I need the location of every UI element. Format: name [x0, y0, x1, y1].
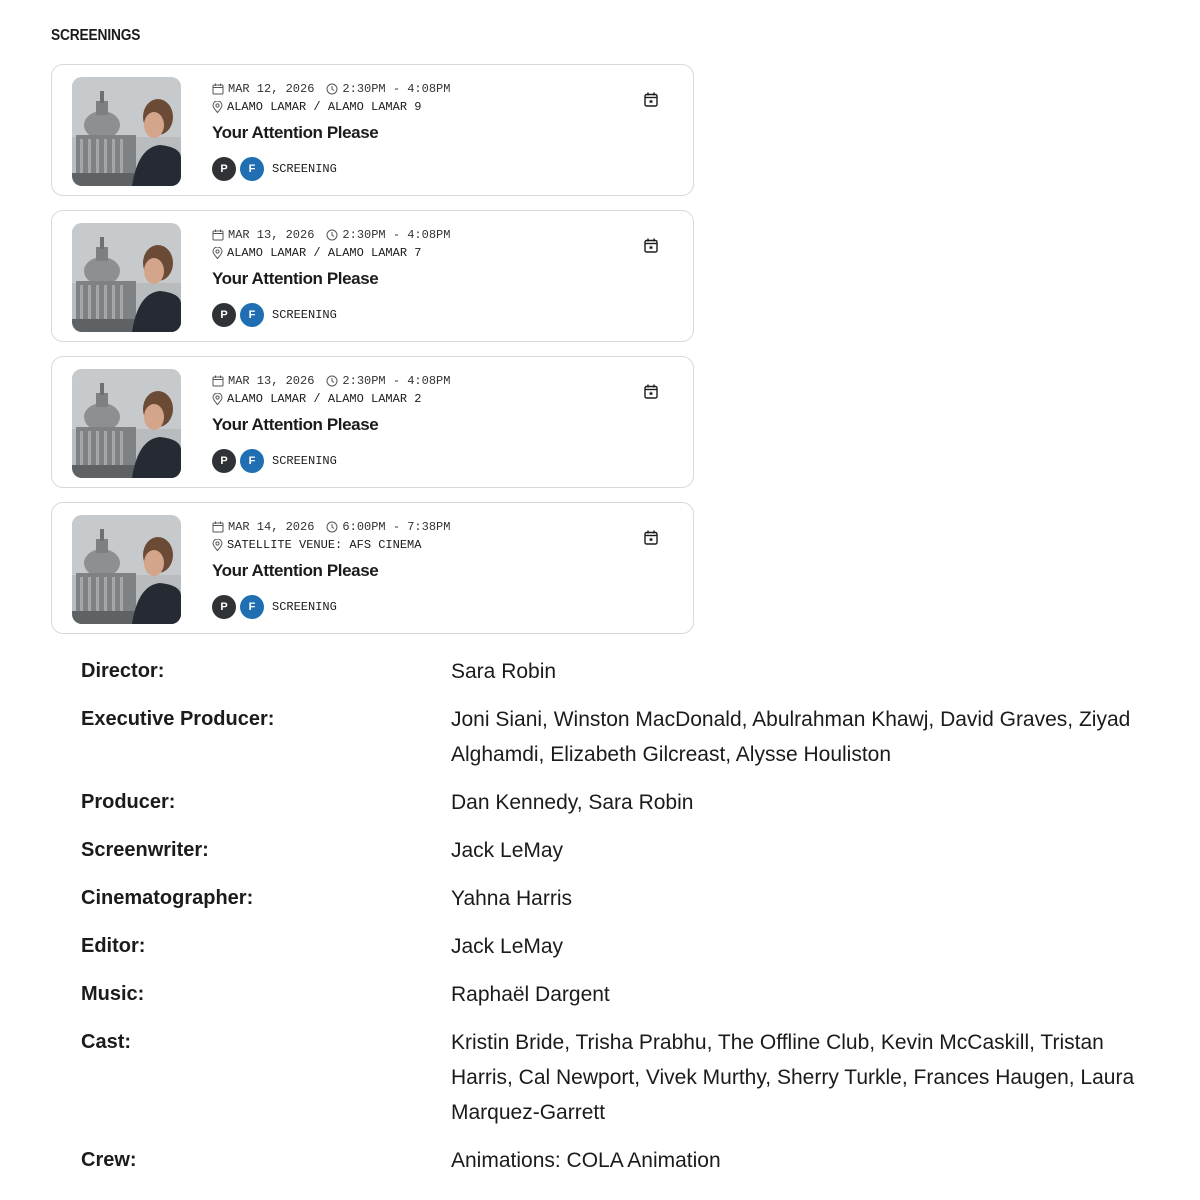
add-to-calendar-icon: [644, 530, 658, 545]
credit-value: Dan Kennedy, Sara Robin: [451, 791, 694, 814]
credit-value: Kristin Bride, Trisha Prabhu, The Offline Club, Kevin McCaskill, Tristan Harris, Cal Newport, Vivek Murthy, Sherry Turkle, Frances Haugen, Laura Marquez-Garrett: [451, 1031, 1135, 1124]
screening-time: 2:30PM - 4:08PM: [342, 374, 451, 388]
badge-p: P: [212, 303, 236, 327]
event-type-label: SCREENING: [272, 454, 337, 468]
clock-icon: [326, 521, 338, 533]
section-title: SCREENINGS: [51, 27, 141, 44]
location-pin-icon: [212, 539, 223, 551]
film-thumbnail[interactable]: [72, 515, 181, 624]
credits-list: [81, 654, 1171, 1191]
screening-card[interactable]: [51, 502, 694, 634]
credit-value: Joni Siani, Winston MacDonald, Abulrahman Khawj, David Graves, Ziyad Alghamdi, Elizabeth Gilcreast, Alysse Houliston: [451, 708, 1131, 766]
credit-label: Editor:: [81, 935, 146, 957]
screening-card[interactable]: [51, 64, 694, 196]
film-thumbnail[interactable]: [72, 369, 181, 478]
badge-p: P: [212, 449, 236, 473]
screening-venue: ALAMO LAMAR / ALAMO LAMAR 7: [227, 246, 422, 260]
add-to-calendar-icon: [644, 384, 658, 399]
film-title[interactable]: Your Attention Please: [212, 561, 379, 580]
credit-value: Yahna Harris: [451, 887, 572, 910]
credit-row-executive-producer: [81, 702, 1171, 772]
credit-row-cast: [81, 1025, 1171, 1130]
clock-icon: [326, 375, 338, 387]
credit-value: Animations: COLA Animation: [451, 1149, 721, 1172]
screening-date: MAR 13, 2026: [228, 374, 315, 388]
calendar-icon: [212, 229, 224, 241]
location-pin-icon: [212, 101, 223, 113]
credit-row-producer: [81, 785, 1171, 820]
screening-venue: ALAMO LAMAR / ALAMO LAMAR 2: [227, 392, 422, 406]
credit-label: Director:: [81, 660, 165, 682]
add-to-calendar-icon: [644, 238, 658, 253]
credit-label: Cinematographer:: [81, 887, 254, 909]
add-to-calendar-button[interactable]: [641, 527, 661, 547]
screening-card[interactable]: [51, 210, 694, 342]
calendar-icon: [212, 83, 224, 95]
screening-time: 6:00PM - 7:38PM: [342, 520, 451, 534]
credit-label: Crew:: [81, 1149, 137, 1171]
screening-venue: ALAMO LAMAR / ALAMO LAMAR 9: [227, 100, 422, 114]
film-title[interactable]: Your Attention Please: [212, 269, 379, 288]
credit-label: Music:: [81, 983, 145, 1005]
add-to-calendar-button[interactable]: [641, 235, 661, 255]
credit-row-cinematographer: [81, 881, 1171, 916]
screening-time: 2:30PM - 4:08PM: [342, 82, 451, 96]
credit-label: Producer:: [81, 791, 176, 813]
credit-value: Jack LeMay: [451, 839, 564, 862]
screening-date: MAR 13, 2026: [228, 228, 315, 242]
location-pin-icon: [212, 393, 223, 405]
calendar-icon: [212, 375, 224, 387]
credit-row-music: [81, 977, 1171, 1012]
badge-f: F: [240, 157, 264, 181]
badge-p: P: [212, 157, 236, 181]
credit-row-editor: [81, 929, 1171, 964]
credit-row-screenwriter: [81, 833, 1171, 868]
film-title[interactable]: Your Attention Please: [212, 415, 379, 434]
film-title[interactable]: Your Attention Please: [212, 123, 379, 142]
badge-f: F: [240, 303, 264, 327]
location-pin-icon: [212, 247, 223, 259]
credit-value: Sara Robin: [451, 660, 557, 683]
add-to-calendar-button[interactable]: [641, 381, 661, 401]
credit-row-director: [81, 654, 1171, 689]
screening-date: MAR 12, 2026: [228, 82, 315, 96]
film-thumbnail[interactable]: [72, 223, 181, 332]
clock-icon: [326, 229, 338, 241]
event-type-label: SCREENING: [272, 308, 337, 322]
badge-f: F: [240, 449, 264, 473]
film-thumbnail[interactable]: [72, 77, 181, 186]
add-to-calendar-button[interactable]: [641, 89, 661, 109]
calendar-icon: [212, 521, 224, 533]
screening-venue: SATELLITE VENUE: AFS CINEMA: [227, 538, 422, 552]
screening-date: MAR 14, 2026: [228, 520, 315, 534]
credit-label: Cast:: [81, 1031, 132, 1053]
credit-value: Raphaël Dargent: [451, 983, 610, 1006]
screening-card[interactable]: [51, 356, 694, 488]
event-type-label: SCREENING: [272, 600, 337, 614]
credit-label: Executive Producer:: [81, 708, 275, 730]
credit-label: Screenwriter:: [81, 839, 209, 861]
screening-time: 2:30PM - 4:08PM: [342, 228, 451, 242]
credit-value: Jack LeMay: [451, 935, 564, 958]
clock-icon: [326, 83, 338, 95]
event-type-label: SCREENING: [272, 162, 337, 176]
add-to-calendar-icon: [644, 92, 658, 107]
badge-p: P: [212, 595, 236, 619]
badge-f: F: [240, 595, 264, 619]
credit-row-crew: [81, 1143, 1171, 1178]
